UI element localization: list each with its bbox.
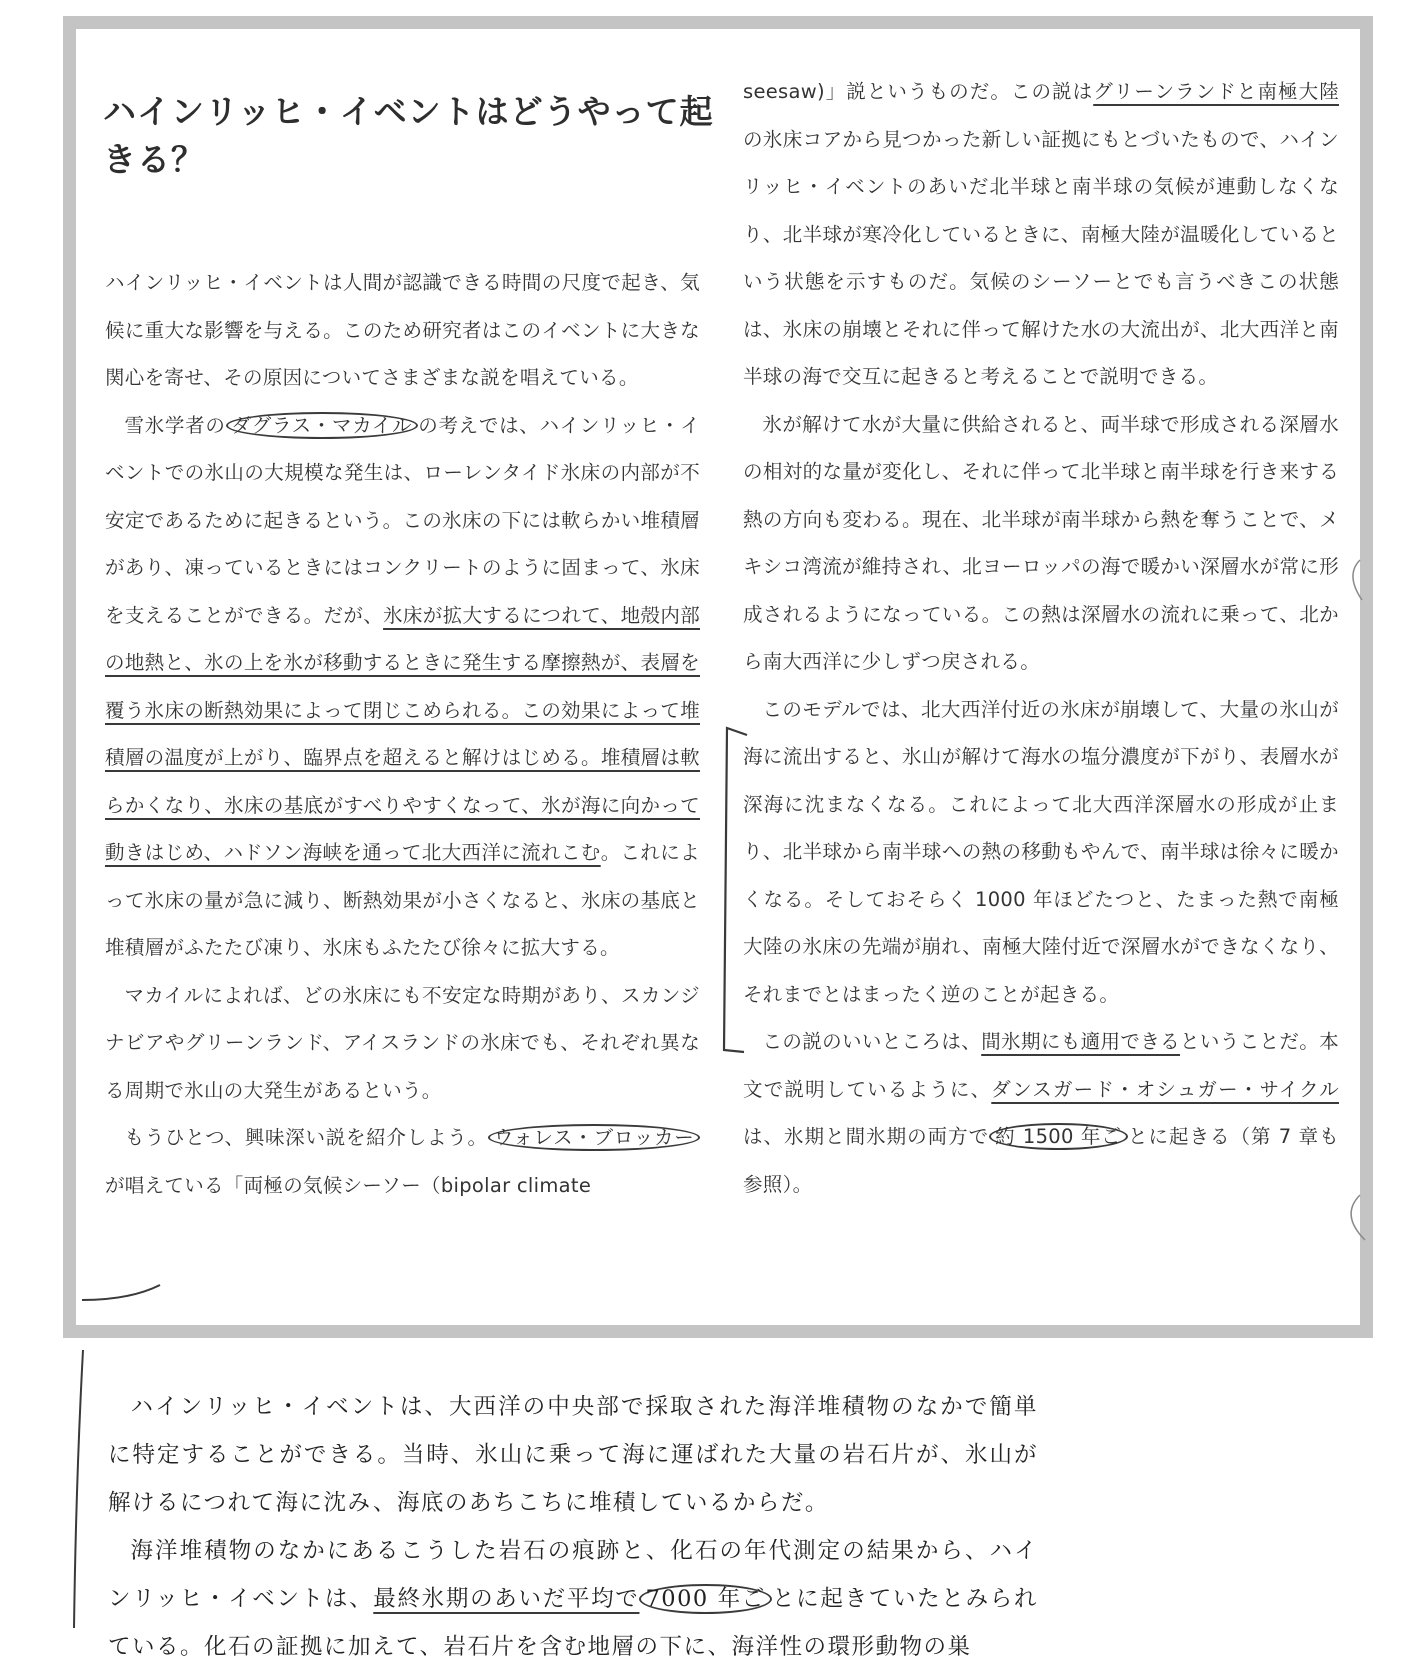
paragraph [743,68,1339,401]
text-run: が唱えている「両極の気候シーソー（bipolar climate [105,1173,592,1197]
text-run: の氷床コアから見つかった新しい証拠にもとづいたもので、ハインリッヒ・イベントのあいだ北半球と南半球の気候が連動しなくなり、北半球が寒冷化しているときに、南極大陸が温暖化しているという状態を示すものだ。気候のシーソーとでも言うべきこの状態は、氷床の崩壊とそれに伴って解けた水の大流出が、北大西洋と南半球の海で交互に起きると考えることで説明できる。 [743,127,1339,388]
paragraph [105,972,700,1115]
text-run: とに起きる（第 7 章も参照）。 [743,1125,1339,1196]
text-run: このモデルでは、北大西洋付近の氷床が崩壊して、大量の氷山が海に流出すると、氷山が解けて海水の塩分濃度が下がり、表層水が深海に沈まなくなる。これによって北大西洋深層水の形成が止まり、北半球から南半球への熱の移動もやんで、南半球は徐々に暖かくなる。そしておそらく 1000 年ほどたつと、たまった熱で南極大陸の氷床の先端が崩れ、南極大陸付近で深層水ができなくなり、それまでとはまったく逆のことが起きる。 [743,697,1339,1006]
paragraph [743,1018,1339,1208]
paragraph [743,401,1339,686]
pencil-circled-text: 約 1500 年ご [989,1123,1128,1150]
pencil-underline-text: 最終氷期のあいだ平均で [373,1586,640,1612]
text-run: 海洋堆積物のなかにあるこうした岩石の痕跡と、化石の年代測定の結果から、ハインリッヒ・イベントは、 [108,1538,1038,1612]
pencil-circled-text: ダグラス・マカイル [226,412,419,439]
text-run: 雪氷学者の [124,413,226,437]
main-body-text [108,1383,1038,1671]
text-run: の考えでは、ハインリッヒ・イベントでの氷山の大規模な発生は、ローレンタイド氷床の内部が不安定であるために起きるという。この氷床の下には軟らかい堆積層があり、凍っているときにはコンクリートのように固まって、氷床を支えることができる。だが、 [105,413,700,627]
pencil-underline-text: 氷床が拡大するにつれて、地殻内部の地熱と、氷の上を氷が移動するときに発生する摩擦熱が、表層を覆う氷床の断熱効果によって閉じこめられる。この効果によって堆積層の温度が上がり、臨界点を超えると解けはじめる。堆積層は軟らかくなり、氷床の基底がすべりやすくなって、氷が海に向かって動きはじめ、ハドソン海峡を通って北大西洋に流れこむ [105,603,701,864]
text-run: とに起きていたとみられている。化石の証拠に加えて、岩石片を含む地層の下に、海洋性の環形動物の巣 [108,1586,1038,1660]
pencil-underline-text: グリーンランドと南極大陸 [1093,80,1339,103]
paragraph [105,402,700,972]
text-run: は、氷期と間氷期の両方で [743,1125,990,1148]
paragraph [743,686,1339,1019]
sidebar-right-column [743,68,1339,1208]
paragraph [105,1114,700,1209]
paragraph [108,1383,1038,1527]
text-run: この説のいいところは、 [762,1030,982,1053]
text-run: seesaw)」説というものだ。この説は [743,80,1094,103]
text-run: マカイルによれば、どの氷床にも不安定な時期があり、スカンジナビアやグリーンランド、アイスランドの氷床でも、それぞれ異なる周期で氷山の大発生があるという。 [105,983,700,1102]
paragraph [108,1527,1038,1671]
text-run: もうひとつ、興味深い説を紹介しよう。 [124,1126,488,1149]
pencil-circled-text: 7000 年ご [639,1584,772,1614]
pencil-underline-text: 間氷期にも適用できる [981,1030,1181,1053]
text-run: 氷が解けて水が大量に供給されると、両半球で形成される深層水の相対的な量が変化し、それに伴って北半球と南半球を行き来する熱の方向も変わる。現在、北半球が南半球から熱を奪うことで、メキシコ湾流が維持され、北ヨーロッパの海で暖かい深層水が常に形成されるようになっている。この熱は深層水の流れに乗って、北から南大西洋に少しずつ戻される。 [743,412,1340,673]
text-run: 。これによって氷床の量が急に減り、断熱効果が小さくなると、氷床の基底と堆積層がふたたび凍り、氷床もふたたび徐々に拡大する。 [105,841,700,959]
text-run: ハインリッヒ・イベントは人間が認識できる時間の尺度で起き、気候に重大な影響を与える。このため研究者はこのイベントに大きな関心を寄せ、その原因についてさまざまな説を唱えている。 [105,271,700,389]
text-run: ハインリッヒ・イベントは、大西洋の中央部で採取された海洋堆積物のなかで簡単に特定することができる。当時、氷山に乗って海に運ばれた大量の岩石片が、氷山が解けるにつれて海に沈み、海底のあちこちに堆積しているからだ。 [108,1394,1038,1516]
sidebar-left-column [105,259,700,1209]
sidebar-title: ハインリッヒ・イベントはどうやって起きる？ [103,92,714,179]
paragraph [105,259,700,402]
pencil-underline-text: ダンスガード・オシュガー・サイクル [991,1077,1339,1101]
text-run: ということだ。本文で説明しているように、 [743,1030,1339,1101]
pencil-circled-text: ウォレス・ブロッカー [488,1124,700,1151]
